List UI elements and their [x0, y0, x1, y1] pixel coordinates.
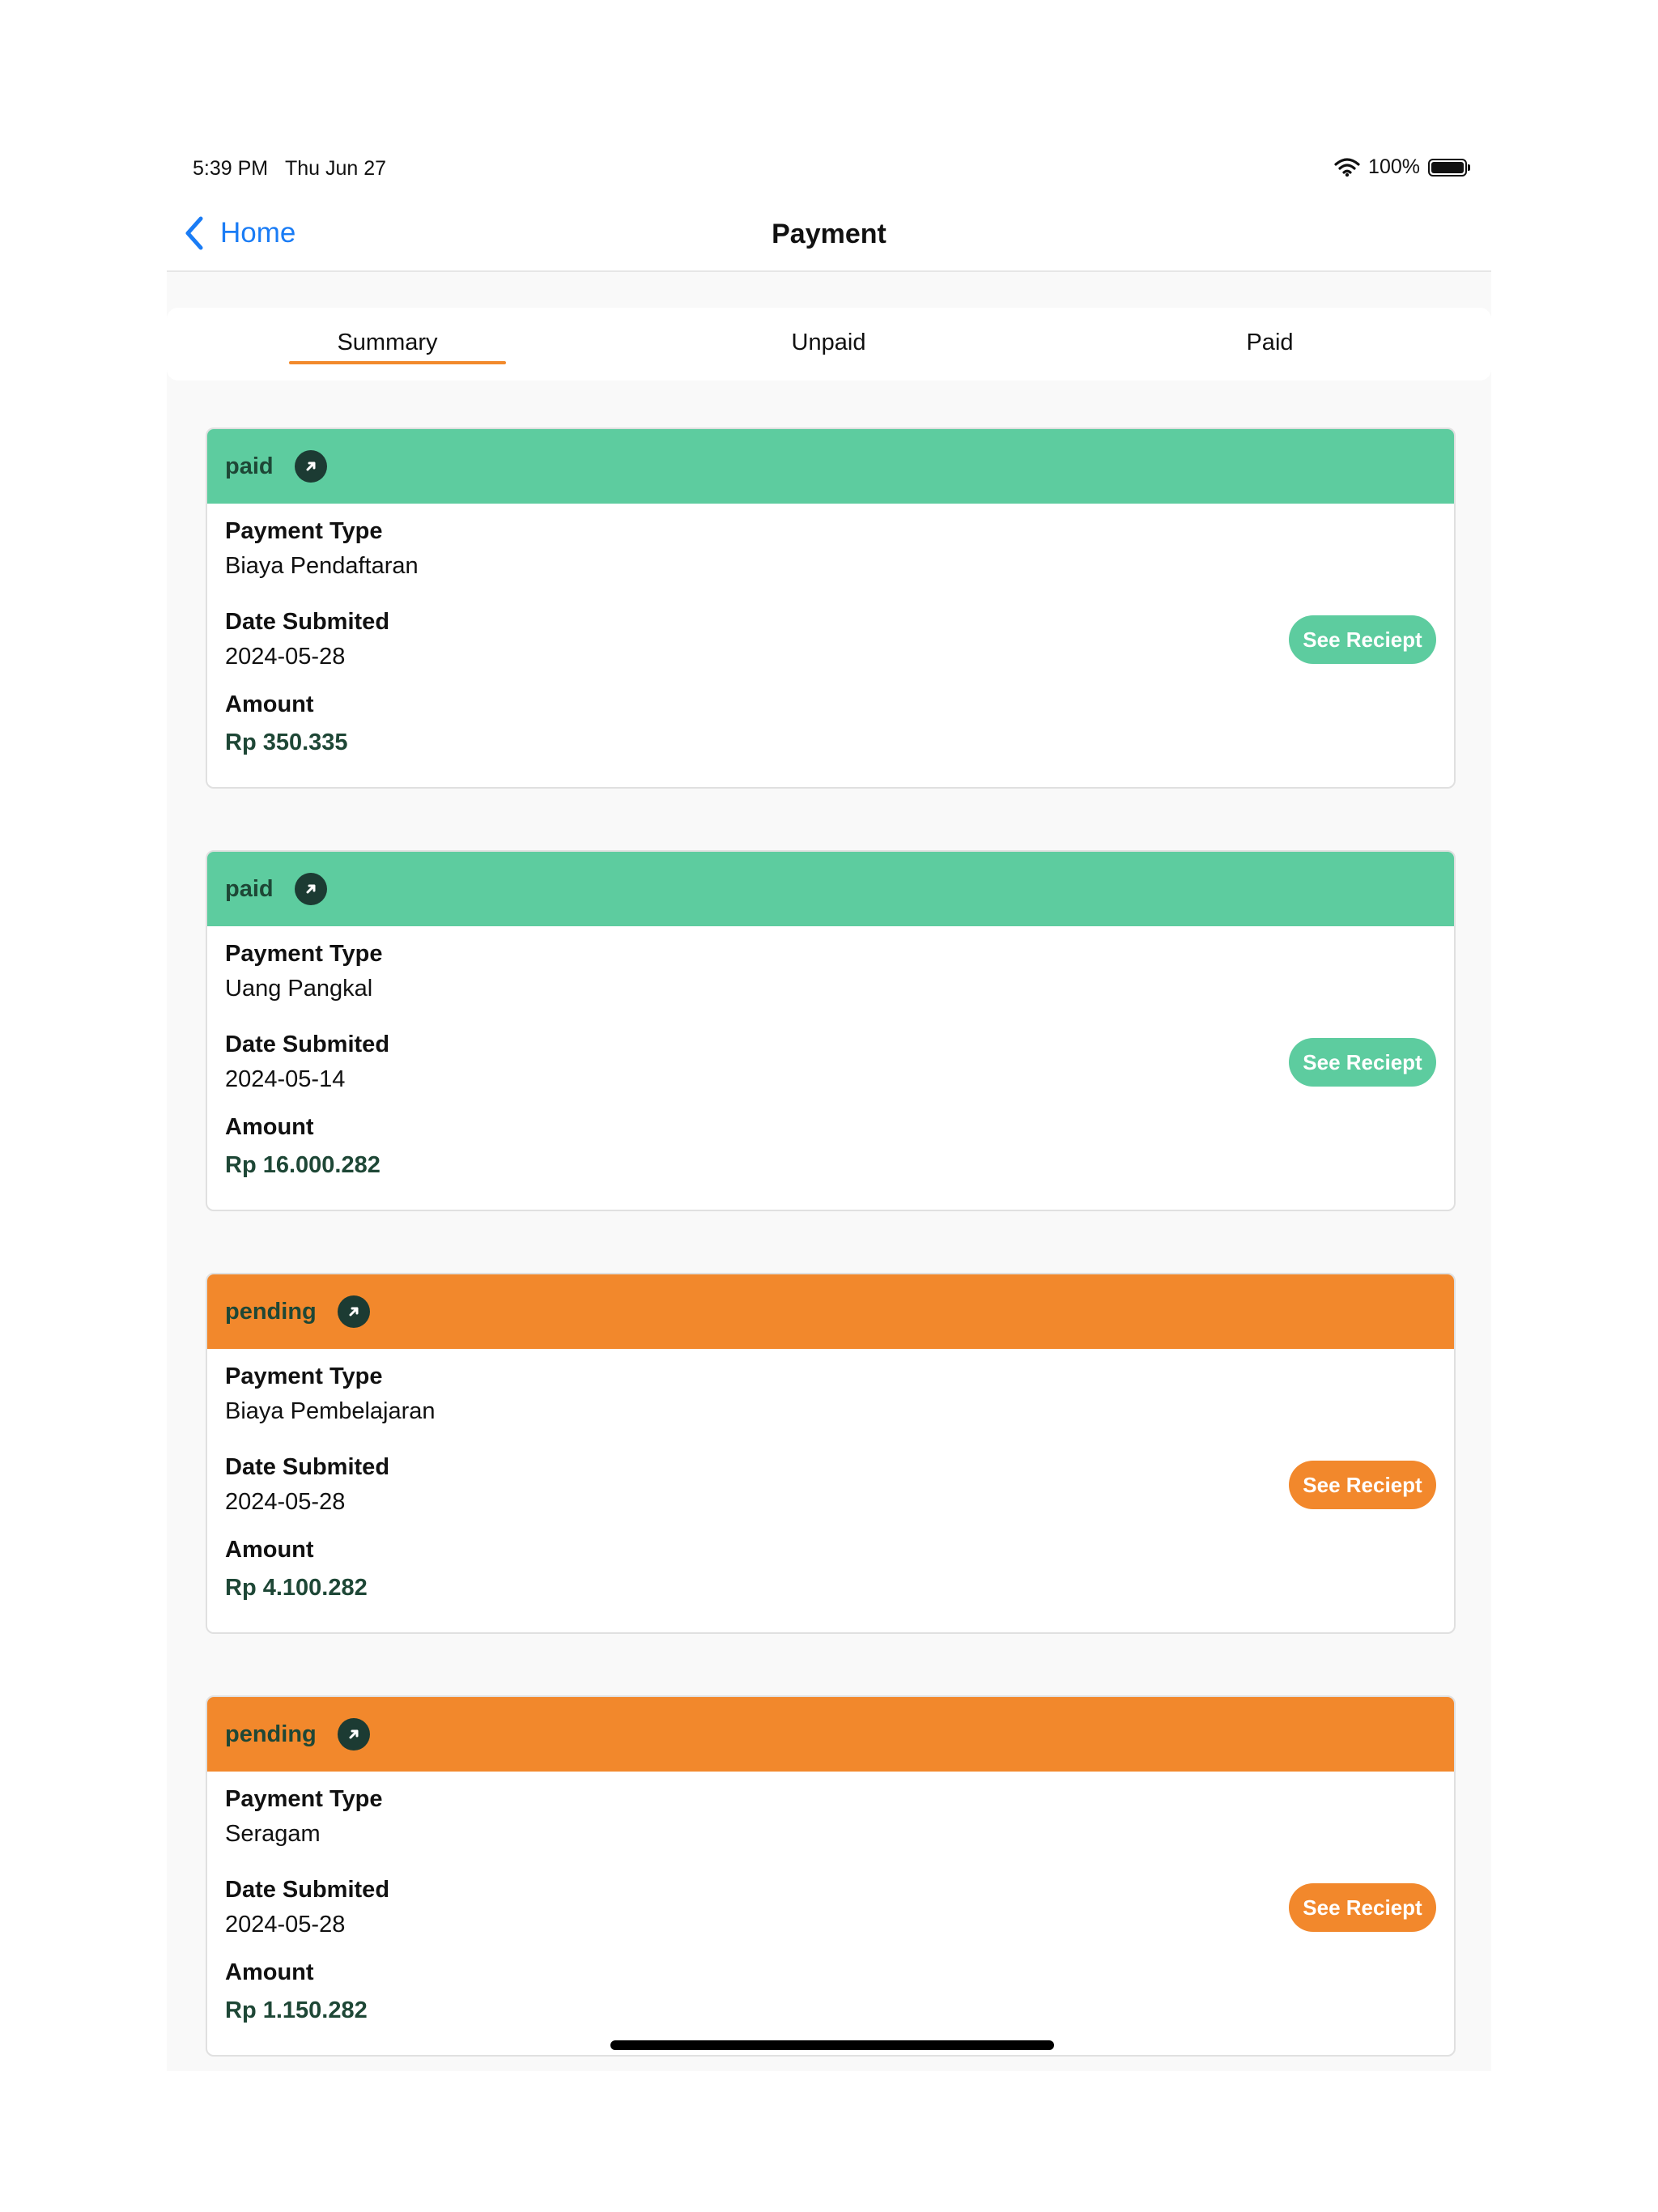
battery-percent: 100% — [1368, 155, 1420, 178]
card-body — [207, 1772, 1454, 2055]
payment-type-value: Biaya Pendaftaran — [225, 553, 419, 579]
status-bar — [167, 141, 1491, 198]
payment-type-label: Payment Type — [225, 941, 383, 967]
status-label: paid — [225, 875, 274, 902]
navigation-bar — [167, 198, 1491, 272]
payment-card — [206, 1695, 1456, 2057]
date-submitted-value: 2024-05-14 — [225, 1066, 346, 1092]
active-tab-indicator — [289, 361, 506, 364]
amount-label: Amount — [225, 1537, 314, 1563]
status-label: pending — [225, 1298, 317, 1325]
see-receipt-button[interactable]: See Reciept — [1289, 1461, 1436, 1509]
payment-type-label: Payment Type — [225, 518, 383, 544]
see-receipt-button[interactable]: See Reciept — [1289, 1883, 1436, 1932]
status-right — [1334, 155, 1467, 179]
amount-value: Rp 350.335 — [225, 730, 348, 755]
payment-card — [206, 850, 1456, 1211]
app-window — [167, 141, 1491, 2071]
status-time: 5:39 PM — [193, 157, 269, 180]
amount-value: Rp 4.100.282 — [225, 1575, 368, 1601]
arrow-up-right-icon[interactable] — [338, 1718, 370, 1750]
payment-card — [206, 1273, 1456, 1634]
tab-summary[interactable]: Summary — [337, 330, 438, 355]
status-date: Thu Jun 27 — [285, 157, 387, 180]
date-submitted-value: 2024-05-28 — [225, 1912, 346, 1938]
wifi-icon — [1334, 158, 1360, 177]
arrow-up-right-icon[interactable] — [338, 1295, 370, 1328]
page-title: Payment — [772, 219, 886, 249]
amount-value: Rp 1.150.282 — [225, 1997, 368, 2023]
see-receipt-button[interactable]: See Reciept — [1289, 1038, 1436, 1087]
home-indicator[interactable] — [610, 2040, 1054, 2050]
payment-type-value: Uang Pangkal — [225, 976, 373, 1002]
amount-label: Amount — [225, 1114, 314, 1140]
card-header — [207, 852, 1454, 926]
back-button-label: Home — [220, 217, 296, 249]
tab-unpaid[interactable]: Unpaid — [791, 330, 866, 355]
date-submitted-value: 2024-05-28 — [225, 1489, 346, 1515]
card-body — [207, 504, 1454, 787]
payment-type-label: Payment Type — [225, 1363, 383, 1389]
battery-icon — [1428, 159, 1467, 177]
arrow-up-right-icon[interactable] — [295, 450, 327, 483]
date-submitted-label: Date Submited — [225, 1032, 390, 1057]
status-label: pending — [225, 1721, 317, 1747]
status-label: paid — [225, 453, 274, 479]
card-header — [207, 1697, 1454, 1772]
card-body — [207, 1349, 1454, 1632]
date-submitted-value: 2024-05-28 — [225, 644, 346, 670]
tab-bar — [167, 308, 1491, 381]
card-header — [207, 429, 1454, 504]
see-receipt-button[interactable]: See Reciept — [1289, 615, 1436, 664]
tab-paid[interactable]: Paid — [1246, 330, 1294, 355]
date-submitted-label: Date Submited — [225, 609, 390, 635]
amount-value: Rp 16.000.282 — [225, 1152, 380, 1178]
card-header — [207, 1274, 1454, 1349]
date-submitted-label: Date Submited — [225, 1877, 390, 1903]
arrow-up-right-icon[interactable] — [295, 873, 327, 905]
amount-label: Amount — [225, 1959, 314, 1985]
date-submitted-label: Date Submited — [225, 1454, 390, 1480]
payment-card — [206, 428, 1456, 789]
payment-type-value: Seragam — [225, 1821, 321, 1847]
card-body — [207, 926, 1454, 1210]
payment-type-value: Biaya Pembelajaran — [225, 1398, 436, 1424]
payment-type-label: Payment Type — [225, 1786, 383, 1812]
amount-label: Amount — [225, 691, 314, 717]
